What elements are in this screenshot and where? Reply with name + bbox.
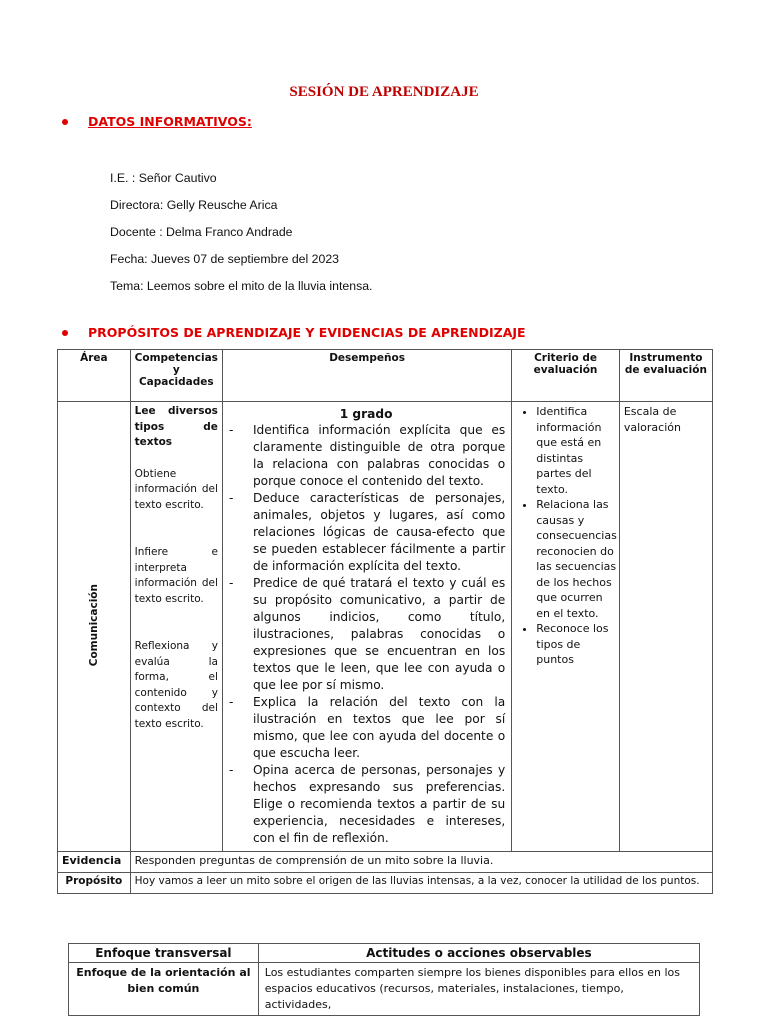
section-datos-informativos bbox=[62, 114, 252, 129]
evidencia-label: Evidencia bbox=[58, 852, 131, 873]
info-ie: I.E. : Señor Cautivo bbox=[110, 171, 217, 185]
header-area: Área bbox=[58, 350, 131, 402]
learning-table bbox=[57, 349, 713, 894]
evidencia-value: Responden preguntas de comprensión de un mito sobre la lluvia. bbox=[130, 852, 712, 873]
criterios-cell bbox=[512, 402, 620, 852]
header-competencias: Competencias y Capacidades bbox=[130, 350, 222, 402]
area-cell bbox=[58, 402, 131, 852]
area-label: Comunicación bbox=[87, 583, 100, 667]
info-directora: Directora: Gelly Reusche Arica bbox=[110, 198, 278, 212]
section-heading: PROPÓSITOS DE APRENDIZAJE Y EVIDENCIAS DE APRENDIZAJE bbox=[88, 325, 526, 340]
info-fecha: Fecha: Jueves 07 de septiembre del 2023 bbox=[110, 252, 340, 266]
desempenos-cell bbox=[222, 402, 511, 852]
bullet-icon bbox=[62, 330, 68, 336]
capacidad-3: Reflexiona y evalúa la forma, el contenido y contexto del texto escrito. bbox=[134, 640, 218, 730]
criterio-item: • Relaciona las causas y consecuencias reconocien do las secuencias de los hechos que ocurren en el texto. bbox=[536, 497, 617, 621]
header-actitudes: Actitudes o acciones observables bbox=[258, 944, 699, 963]
criterio-item: • Identifica información que está en distintas partes del texto. bbox=[536, 404, 617, 497]
info-docente: Docente : Delma Franco Andrade bbox=[110, 225, 293, 239]
enfoque-table bbox=[68, 943, 700, 1016]
desempeno-item: - Deduce características de personajes, animales, objetos y lugares, así como relaciones lógicas de causa-efecto que se pueden establecer fácilmente a partir de información explícita del texto. bbox=[228, 491, 506, 573]
enfoque-value: Enfoque de la orientación al bien común bbox=[69, 963, 259, 1016]
actitudes-value: Los estudiantes comparten siempre los bienes disponibles para ellos en los espacios educativos (recursos, materiales, instalaciones, tiempo, actividades, bbox=[258, 963, 699, 1016]
competencias-cell bbox=[130, 402, 222, 852]
competencia: Lee diversos tipos de textos bbox=[134, 405, 218, 448]
desempeno-item: - Identifica información explícita que es claramente distinguible de otra porque la relaciona con palabras conocidas o porque conoce el contenido del texto. bbox=[228, 423, 506, 488]
capacidad-2: Infiere e interpreta información del texto escrito. bbox=[134, 546, 218, 605]
header-desempenos: Desempeños bbox=[222, 350, 511, 402]
instrumento-cell bbox=[619, 402, 712, 852]
desempeno-item: - Predice de qué tratará el texto y cuál es su propósito comunicativo, a partir de algunos indicios, como título, ilustraciones, palabras conocidas o expresiones que se encuentran en los textos que le leen, que lee con ayuda o que lee por sí mismo. bbox=[228, 576, 506, 692]
header-enfoque: Enfoque transversal bbox=[69, 944, 259, 963]
criterio-item: • Reconoce los tipos de puntos bbox=[536, 621, 617, 668]
proposito-value: Hoy vamos a leer un mito sobre el origen de las lluvias intensas, a la vez, conocer la utilidad de los puntos. bbox=[130, 873, 712, 894]
proposito-label: Propósito bbox=[58, 873, 131, 894]
header-criterio: Criterio de evaluación bbox=[512, 350, 620, 402]
info-tema: Tema: Leemos sobre el mito de la lluvia intensa. bbox=[110, 279, 373, 293]
desempeno-item: - Explica la relación del texto con la ilustración en textos que lee por sí mismo, que lee con ayuda del docente o que escucha leer. bbox=[228, 695, 506, 760]
section-propositos bbox=[62, 325, 526, 340]
instrumento-value: Escala de valoración bbox=[623, 405, 681, 434]
section-heading: DATOS INFORMATIVOS: bbox=[88, 114, 252, 129]
bullet-icon bbox=[62, 119, 68, 125]
header-instrumento: Instrumento de evaluación bbox=[619, 350, 712, 402]
desempeno-item: - Opina acerca de personas, personajes y hechos expresando sus preferencias. Elige o recomienda textos a partir de su experiencia, necesidades e intereses, con el fin de reflexión. bbox=[228, 763, 506, 845]
page-title: SESIÓN DE APRENDIZAJE bbox=[289, 84, 479, 100]
capacidad-1: Obtiene información del texto escrito. bbox=[134, 467, 218, 511]
grado-label: 1 grado bbox=[339, 407, 393, 421]
